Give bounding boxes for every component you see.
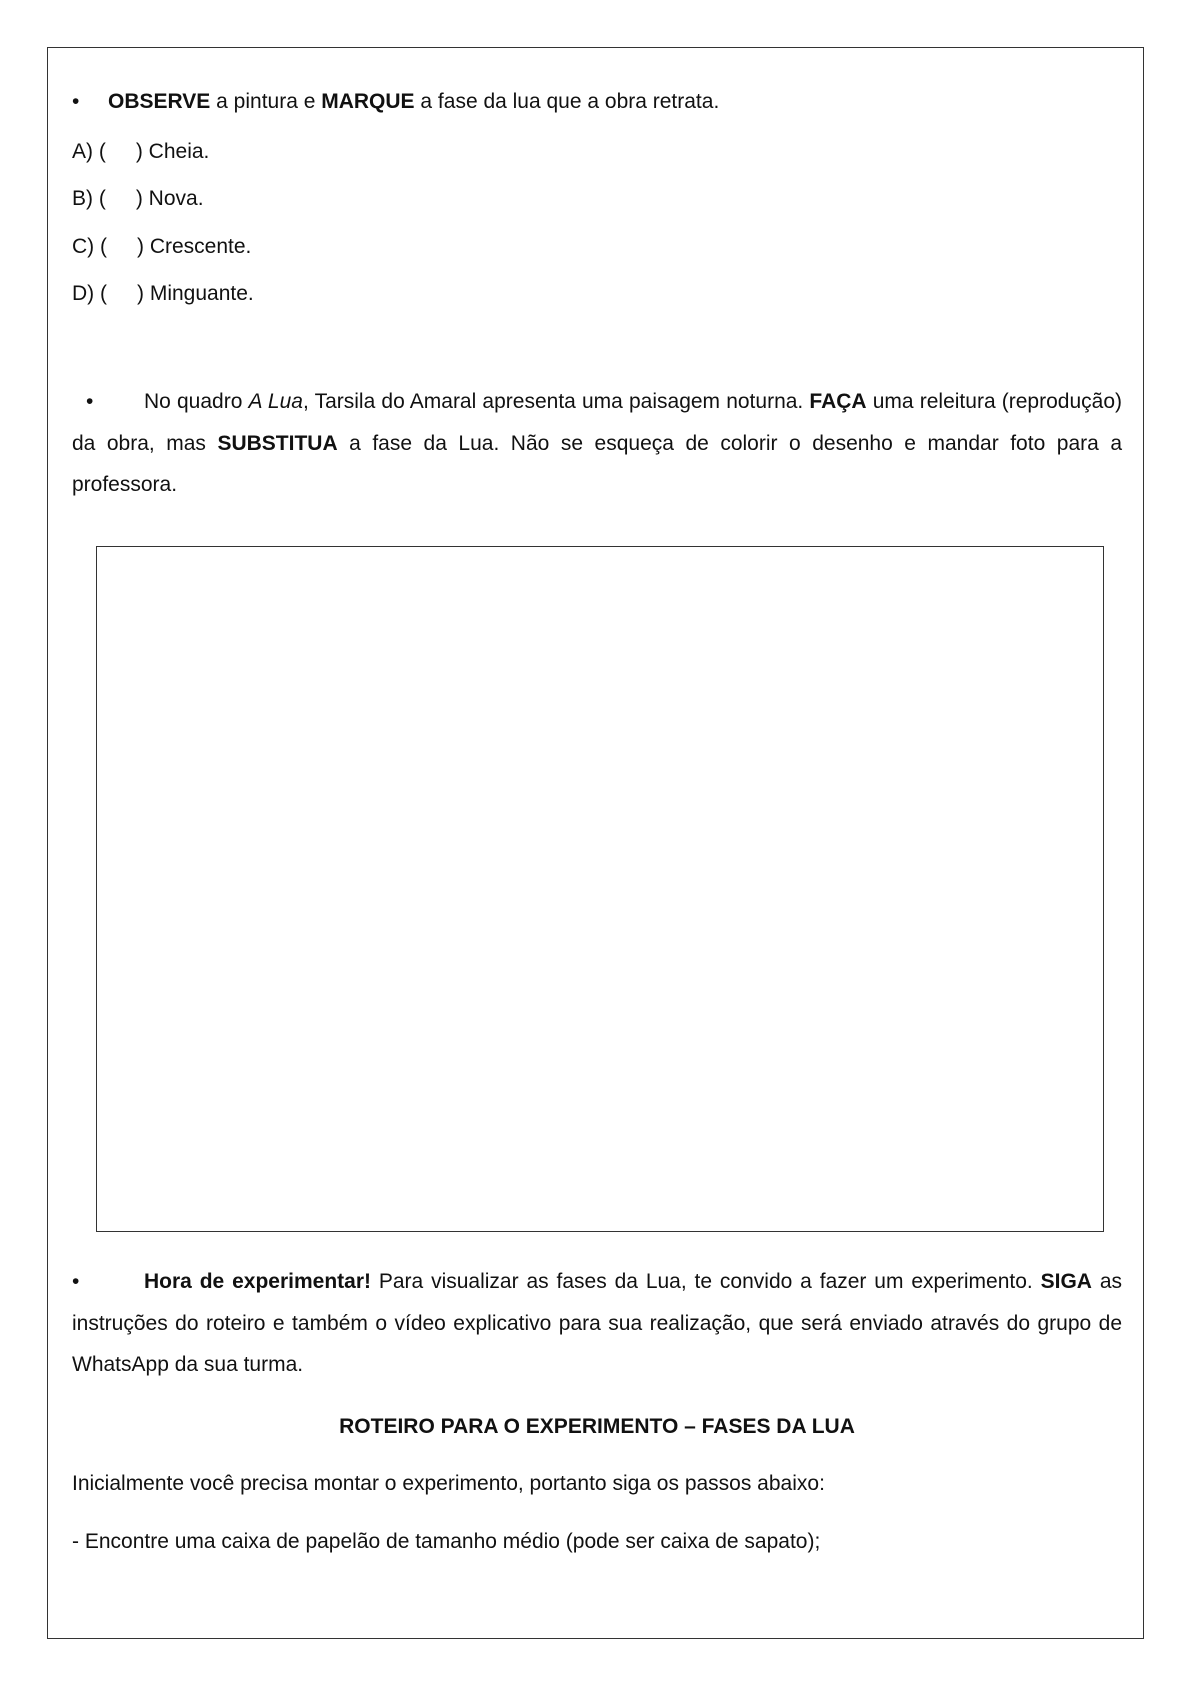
option-letter: C) (	[72, 235, 107, 258]
roteiro-heading: ROTEIRO PARA O EXPERIMENTO – FASES DA LUA	[339, 1415, 855, 1438]
text: a pintura e	[210, 90, 322, 113]
bullet: •	[72, 90, 80, 113]
bullet: •	[72, 1270, 80, 1293]
text: uma releitura (reprodução) da obra, mas	[72, 390, 1122, 455]
option-c[interactable]	[72, 235, 251, 259]
option-paren: )	[137, 282, 144, 305]
option-letter: A) (	[72, 140, 106, 163]
question-experimento	[72, 1261, 1122, 1386]
painting-title: A Lua	[248, 390, 303, 413]
option-text: Nova.	[148, 187, 204, 210]
question-observe	[72, 90, 719, 114]
text: No quadro	[144, 390, 249, 413]
option-paren: )	[135, 187, 143, 210]
option-b[interactable]	[72, 187, 204, 211]
option-paren: )	[137, 235, 144, 258]
keyword-siga: SIGA	[1040, 1270, 1092, 1293]
text: a fase da lua que a obra retrata.	[414, 90, 720, 113]
option-text: Crescente.	[149, 235, 252, 258]
keyword-hora: Hora de experimentar!	[144, 1270, 371, 1293]
option-text: Minguante.	[149, 282, 254, 305]
drawing-area[interactable]	[96, 546, 1104, 1232]
text: , Tarsila do Amaral apresenta uma paisagem noturna.	[302, 390, 810, 413]
keyword-faca: FAÇA	[809, 390, 867, 413]
text: Para visualizar as fases da Lua, te convido a fazer um experimento.	[370, 1270, 1041, 1293]
option-d[interactable]	[72, 282, 254, 306]
bullet: •	[86, 390, 94, 413]
roteiro-step-1: - Encontre uma caixa de papelão de tamanho médio (pode ser caixa de sapato);	[72, 1530, 821, 1553]
keyword-marque: MARQUE	[321, 90, 415, 113]
question-releitura	[72, 381, 1122, 506]
roteiro-intro: Inicialmente você precisa montar o experimento, portanto siga os passos abaixo:	[72, 1472, 825, 1495]
option-letter: B) (	[72, 187, 106, 210]
text: as instruções do roteiro e também o vídeo explicativo para sua realização, que será enviado através do grupo de WhatsApp da sua turma.	[72, 1270, 1123, 1376]
option-a[interactable]	[72, 140, 209, 164]
option-text: Cheia.	[148, 140, 210, 163]
option-letter: D) (	[72, 282, 107, 305]
option-paren: )	[135, 140, 143, 163]
keyword-substitua: SUBSTITUA	[217, 431, 338, 455]
text: a fase da Lua. Não se esqueça de colorir o desenho e mandar foto para a professora.	[72, 431, 1122, 496]
keyword-observe: OBSERVE	[108, 90, 211, 113]
